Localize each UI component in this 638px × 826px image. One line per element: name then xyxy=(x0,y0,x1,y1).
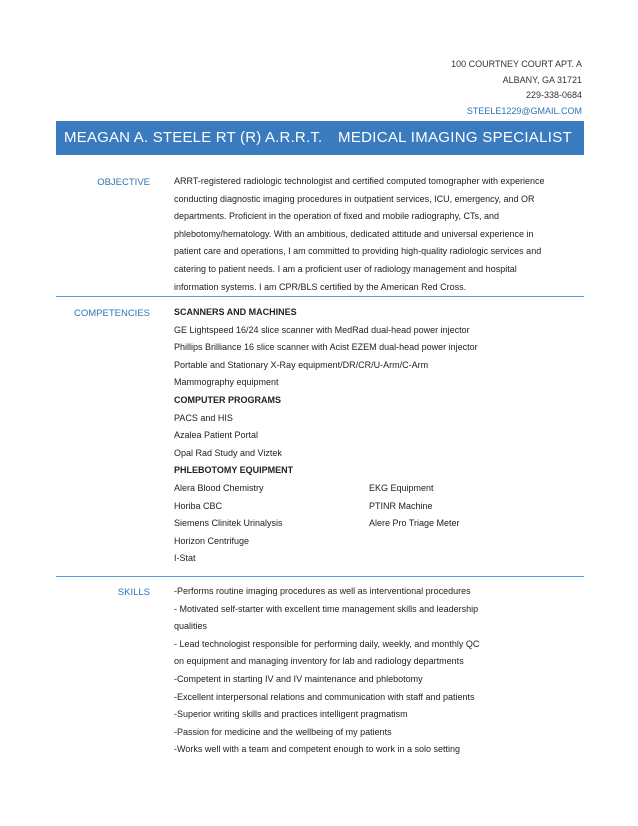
scanner-item: Mammography equipment xyxy=(174,377,279,388)
computer-list xyxy=(174,410,584,463)
divider xyxy=(56,576,584,577)
phlebotomy-item: Siemens Clinitek Urinalysis xyxy=(174,518,283,529)
objective-text xyxy=(174,173,584,296)
contact-block xyxy=(451,57,582,119)
skills-label: SKILLS xyxy=(117,587,150,598)
objective-line: departments. Proficient in the operation of fixed and mobile radiography, CTs, and xyxy=(174,211,500,222)
skill-line: - Lead technologist responsible for performing daily, weekly, and monthly QC xyxy=(174,638,480,649)
scanner-item: Portable and Stationary X-Ray equipment/DR/CR/U-Arm/C-Arm xyxy=(174,359,429,370)
objective-line: ARRT-registered radiologic technologist and certified computed tomographer with experience xyxy=(174,176,545,186)
phlebotomy-item: Horiba CBC xyxy=(174,500,223,511)
phone: 229-338-0684 xyxy=(525,90,582,100)
skill-line: - Motivated self-starter with excellent time management skills and leadership xyxy=(174,603,479,614)
phlebotomy-item: Alera Blood Chemistry xyxy=(174,482,264,493)
address-line-1: 100 COURTNEY COURT APT. A xyxy=(451,59,582,69)
phlebotomy-row xyxy=(174,515,584,533)
phlebotomy-row xyxy=(174,533,584,551)
phlebotomy-item: EKG Equipment xyxy=(369,482,434,493)
phlebotomy-row xyxy=(174,480,584,498)
phlebotomy-list xyxy=(174,480,584,568)
candidate-name: MEAGAN A. STEELE RT (R) A.R.R.T. xyxy=(64,129,323,146)
computer-item: Azalea Patient Portal xyxy=(174,430,259,441)
competencies-content xyxy=(174,304,584,568)
objective-line: patient care and operations, I am committed to providing high-quality radiologic services and xyxy=(174,246,542,257)
phlebotomy-row xyxy=(174,498,584,516)
objective-line: phlebotomy/hematology. With an ambitious, dedicated attitude and universal experience in xyxy=(174,228,534,239)
skill-line: -Competent in starting IV and IV maintenance and phlebotomy xyxy=(174,673,423,684)
skill-line: on equipment and managing inventory for lab and radiology departments xyxy=(174,656,464,667)
objective-line: catering to patient needs. I am a proficient user of radiology management and hospital xyxy=(174,263,517,274)
phlebotomy-item: Alere Pro Triage Meter xyxy=(369,518,460,529)
phlebotomy-row xyxy=(174,550,584,568)
address-line-2: ALBANY, GA 31721 xyxy=(502,74,582,85)
skills-text xyxy=(174,583,584,759)
phlebotomy-item: PTINR Machine xyxy=(369,500,433,511)
objective-line: conducting diagnostic imaging procedures in outpatient services, ICU, emergency, and OR xyxy=(174,193,535,204)
scanner-item: GE Lightspeed 16/24 slice scanner with MedRad dual-head power injector xyxy=(174,324,470,335)
skill-line: -Passion for medicine and the wellbeing of my patients xyxy=(174,726,392,737)
skill-line: -Works well with a team and competent enough to work in a solo setting xyxy=(174,744,460,755)
phlebotomy-heading: PHLEBOTOMY EQUIPMENT xyxy=(174,465,294,476)
scanner-item: Phillips Brilliance 16 slice scanner with Acist EZEM dual-head power injector xyxy=(174,342,478,353)
divider xyxy=(56,296,584,297)
objective-label: OBJECTIVE xyxy=(97,177,150,188)
skill-line: qualities xyxy=(174,621,208,632)
competencies-label: COMPETENCIES xyxy=(73,308,150,319)
candidate-title: MEDICAL IMAGING SPECIALIST xyxy=(338,129,572,146)
email[interactable]: STEELE1229@GMAIL.COM xyxy=(466,105,582,116)
scanners-list xyxy=(174,322,584,392)
objective-line: information systems. I am CPR/BLS certified by the American Red Cross. xyxy=(174,281,467,292)
name-banner xyxy=(56,121,584,155)
skill-line: -Excellent interpersonal relations and communication with staff and patients xyxy=(174,691,475,702)
skill-line: -Performs routine imaging procedures as well as interventional procedures xyxy=(174,586,471,596)
computer-item: PACS and HIS xyxy=(174,412,233,423)
computer-item: Opal Rad Study and Viztek xyxy=(174,447,282,458)
phlebotomy-item: Horizon Centrifuge xyxy=(174,535,250,546)
computer-heading: COMPUTER PROGRAMS xyxy=(174,394,282,405)
skill-line: -Superior writing skills and practices intelligent pragmatism xyxy=(174,709,408,720)
phlebotomy-item: I-Stat xyxy=(174,553,196,564)
scanners-heading: SCANNERS AND MACHINES xyxy=(174,307,297,317)
